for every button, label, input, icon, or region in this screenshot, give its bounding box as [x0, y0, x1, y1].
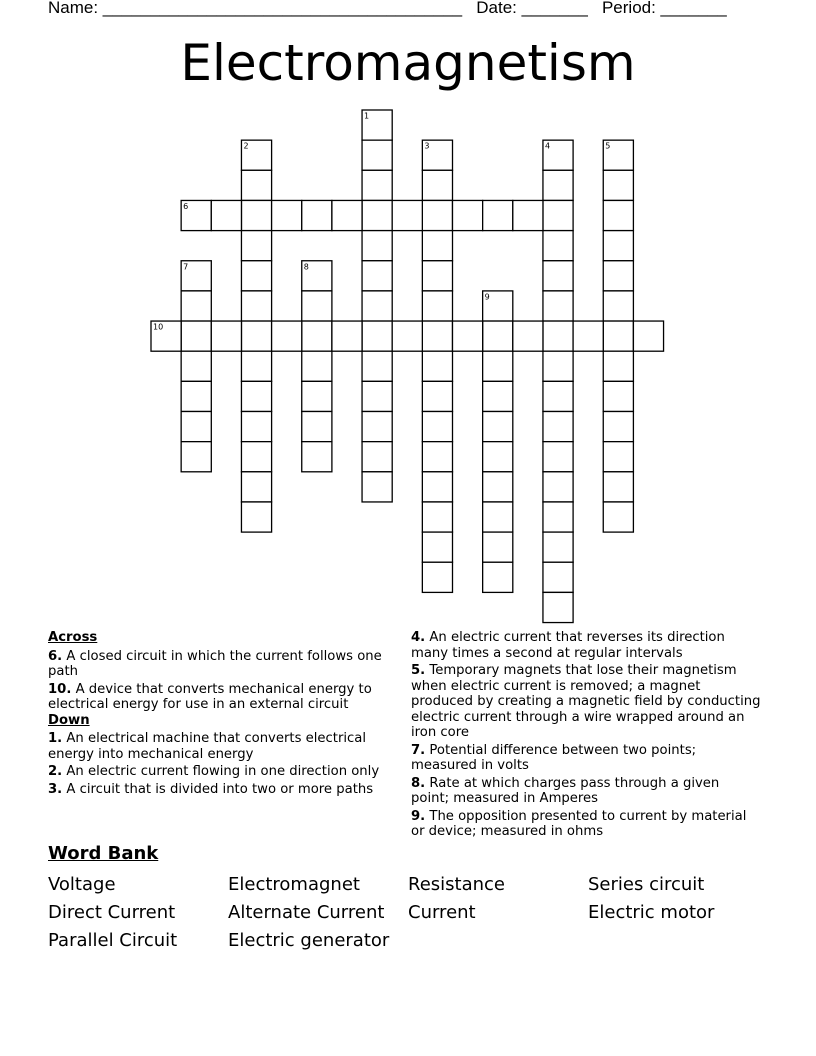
crossword-cell[interactable]	[302, 442, 332, 472]
crossword-cell[interactable]	[422, 502, 452, 532]
crossword-cell[interactable]	[422, 170, 452, 200]
crossword-cell[interactable]	[543, 291, 573, 321]
crossword-cell[interactable]	[603, 231, 633, 261]
crossword-cell[interactable]	[241, 231, 271, 261]
name-field-label: Name: ______________________________________	[48, 0, 463, 17]
crossword-cell[interactable]	[422, 472, 452, 502]
crossword-cell[interactable]	[332, 321, 362, 351]
crossword-cell[interactable]	[543, 502, 573, 532]
crossword-cell[interactable]	[422, 261, 452, 291]
crossword-cell[interactable]	[362, 321, 392, 351]
word-bank-item: Parallel Circuit	[48, 930, 178, 951]
clue-number-label: 7	[183, 262, 189, 272]
crossword-cell[interactable]	[362, 261, 392, 291]
crossword-cell[interactable]	[241, 200, 271, 230]
clue-down-3: 3. A circuit that is divided into two or more paths	[48, 781, 374, 797]
clue-down-8: 8. Rate at which charges pass through a given point; measured in Amperes	[411, 775, 720, 806]
crossword-cell[interactable]	[422, 381, 452, 411]
crossword-cell[interactable]	[362, 351, 392, 381]
crossword-cell[interactable]	[422, 231, 452, 261]
crossword-cell[interactable]	[483, 412, 513, 442]
crossword-cell[interactable]	[181, 321, 211, 351]
clues-right-column	[411, 630, 761, 842]
crossword-cell[interactable]	[543, 200, 573, 230]
across-heading: Across	[48, 630, 98, 645]
crossword-cell[interactable]	[422, 291, 452, 321]
clue-number-label: 5	[605, 141, 611, 151]
crossword-cell[interactable]	[543, 351, 573, 381]
crossword-cell[interactable]	[362, 472, 392, 502]
crossword-cell[interactable]	[362, 200, 392, 230]
crossword-cell[interactable]	[241, 412, 271, 442]
crossword-cell[interactable]	[302, 351, 332, 381]
crossword-cell[interactable]	[603, 170, 633, 200]
crossword-cell[interactable]	[543, 321, 573, 351]
crossword-cell[interactable]	[422, 351, 452, 381]
crossword-cell[interactable]	[422, 200, 452, 230]
crossword-cell[interactable]	[422, 321, 452, 351]
crossword-cell[interactable]	[483, 502, 513, 532]
clue-down-7: 7. Potential difference between two points; measured in volts	[411, 742, 697, 773]
crossword-cell[interactable]	[422, 532, 452, 562]
word-bank-item: Electric motor	[588, 902, 715, 923]
crossword-cell[interactable]	[633, 321, 663, 351]
clues-left-column	[48, 630, 393, 799]
crossword-cell[interactable]	[453, 200, 483, 230]
crossword-cell[interactable]	[483, 532, 513, 562]
word-bank-item: Direct Current	[48, 902, 176, 923]
crossword-cell[interactable]	[543, 532, 573, 562]
crossword-cell[interactable]	[302, 200, 332, 230]
down-heading: Down	[48, 712, 90, 728]
clue-number-label: 8	[303, 262, 309, 272]
clue-down-5: 5. Temporary magnets that lose their magnetism when electric current is removed; a magnet produced by creating a magnetic field by conducting electric current through a wire wrapped around an iron core	[411, 663, 761, 740]
crossword-cell[interactable]	[302, 291, 332, 321]
crossword-cell[interactable]	[603, 351, 633, 381]
crossword-cell[interactable]	[181, 381, 211, 411]
crossword-cell[interactable]	[513, 321, 543, 351]
crossword-cell[interactable]	[302, 321, 332, 351]
crossword-cell[interactable]	[211, 321, 241, 351]
crossword-cell[interactable]	[241, 170, 271, 200]
crossword-cell[interactable]	[392, 200, 422, 230]
crossword-cell[interactable]	[272, 200, 302, 230]
crossword-cell[interactable]	[483, 351, 513, 381]
crossword-cell[interactable]	[603, 261, 633, 291]
word-bank-title: Word Bank	[48, 843, 159, 864]
crossword-cell[interactable]	[543, 412, 573, 442]
crossword-cell[interactable]	[211, 200, 241, 230]
crossword-cell[interactable]	[543, 261, 573, 291]
crossword-cell[interactable]	[513, 200, 543, 230]
clue-down-1: 1. An electrical machine that converts electrical energy into mechanical energy	[48, 731, 367, 762]
crossword-cell[interactable]	[241, 291, 271, 321]
word-bank-item: Alternate Current	[228, 902, 385, 923]
clue-number-label: 2	[243, 141, 249, 151]
crossword-cell[interactable]	[483, 200, 513, 230]
page-title: Electromagnetism	[180, 34, 636, 92]
clue-number-label: 1	[364, 111, 370, 121]
word-bank-item: Current	[408, 902, 476, 923]
crossword-cell[interactable]	[483, 562, 513, 592]
crossword-cell[interactable]	[181, 351, 211, 381]
crossword-cell[interactable]	[362, 140, 392, 170]
word-bank-item: Series circuit	[588, 874, 705, 895]
word-bank-item: Voltage	[48, 874, 116, 895]
crossword-cell[interactable]	[543, 170, 573, 200]
crossword-cell[interactable]	[603, 291, 633, 321]
crossword-cell[interactable]	[603, 442, 633, 472]
crossword-cell[interactable]	[603, 412, 633, 442]
clue-number-label: 9	[484, 292, 490, 302]
crossword-cell[interactable]	[543, 472, 573, 502]
crossword-cell[interactable]	[241, 261, 271, 291]
clue-number-label: 3	[424, 141, 430, 151]
crossword-cell[interactable]	[272, 321, 302, 351]
crossword-cell[interactable]	[603, 200, 633, 230]
crossword-cell[interactable]	[483, 381, 513, 411]
crossword-cell[interactable]	[422, 562, 452, 592]
crossword-cell[interactable]	[181, 442, 211, 472]
clue-across-6: 6. A closed circuit in which the current follows one path	[48, 648, 382, 679]
clue-number-label: 10	[153, 322, 164, 332]
crossword-cell[interactable]	[362, 442, 392, 472]
crossword-cell[interactable]	[603, 381, 633, 411]
clue-down-9: 9. The opposition presented to current by material or device; measured in ohms	[411, 808, 747, 839]
crossword-cell[interactable]	[181, 412, 211, 442]
crossword-cell[interactable]	[543, 231, 573, 261]
crossword-cell[interactable]	[302, 381, 332, 411]
crossword-cell[interactable]	[543, 442, 573, 472]
crossword-cell[interactable]	[483, 472, 513, 502]
crossword-cell[interactable]	[603, 321, 633, 351]
clue-number-label: 4	[544, 141, 551, 151]
crossword-cell[interactable]	[483, 321, 513, 351]
crossword-cell[interactable]	[573, 321, 603, 351]
crossword-cell[interactable]	[483, 442, 513, 472]
clue-down-4: 4. An electric current that reverses its direction many times a second at regular intervals	[411, 630, 725, 661]
crossword-cell[interactable]	[362, 381, 392, 411]
crossword-cell[interactable]	[362, 291, 392, 321]
crossword-cell[interactable]	[302, 412, 332, 442]
crossword-cell[interactable]	[543, 562, 573, 592]
crossword-cell[interactable]	[422, 412, 452, 442]
crossword-cell[interactable]	[241, 502, 271, 532]
word-bank-item: Electric generator	[228, 930, 390, 951]
crossword-cell[interactable]	[362, 231, 392, 261]
crossword-cell[interactable]	[543, 381, 573, 411]
crossword-cell[interactable]	[362, 170, 392, 200]
crossword-cell[interactable]	[241, 442, 271, 472]
crossword-cell[interactable]	[543, 592, 573, 622]
crossword-cell[interactable]	[241, 381, 271, 411]
crossword-cell[interactable]	[181, 291, 211, 321]
crossword-cell[interactable]	[332, 200, 362, 230]
crossword-cell[interactable]	[453, 321, 483, 351]
clue-across-10: 10. A device that converts mechanical energy to electrical energy for use in an external circuit	[48, 681, 372, 712]
date-field-label: Date: _______	[476, 0, 588, 17]
period-field-label: Period: _______	[601, 0, 727, 17]
crossword-cell[interactable]	[603, 502, 633, 532]
crossword-cell[interactable]	[603, 472, 633, 502]
clue-number-label: 6	[183, 201, 189, 211]
word-bank-item: Resistance	[408, 874, 505, 895]
crossword-cell[interactable]	[241, 472, 271, 502]
crossword-cell[interactable]	[362, 412, 392, 442]
crossword-cell[interactable]	[241, 351, 271, 381]
crossword-cell[interactable]	[241, 321, 271, 351]
crossword-cell[interactable]	[422, 442, 452, 472]
crossword-cell[interactable]	[392, 321, 422, 351]
word-bank-item: Electromagnet	[228, 874, 360, 895]
clue-down-2: 2. An electric current flowing in one direction only	[48, 764, 380, 779]
